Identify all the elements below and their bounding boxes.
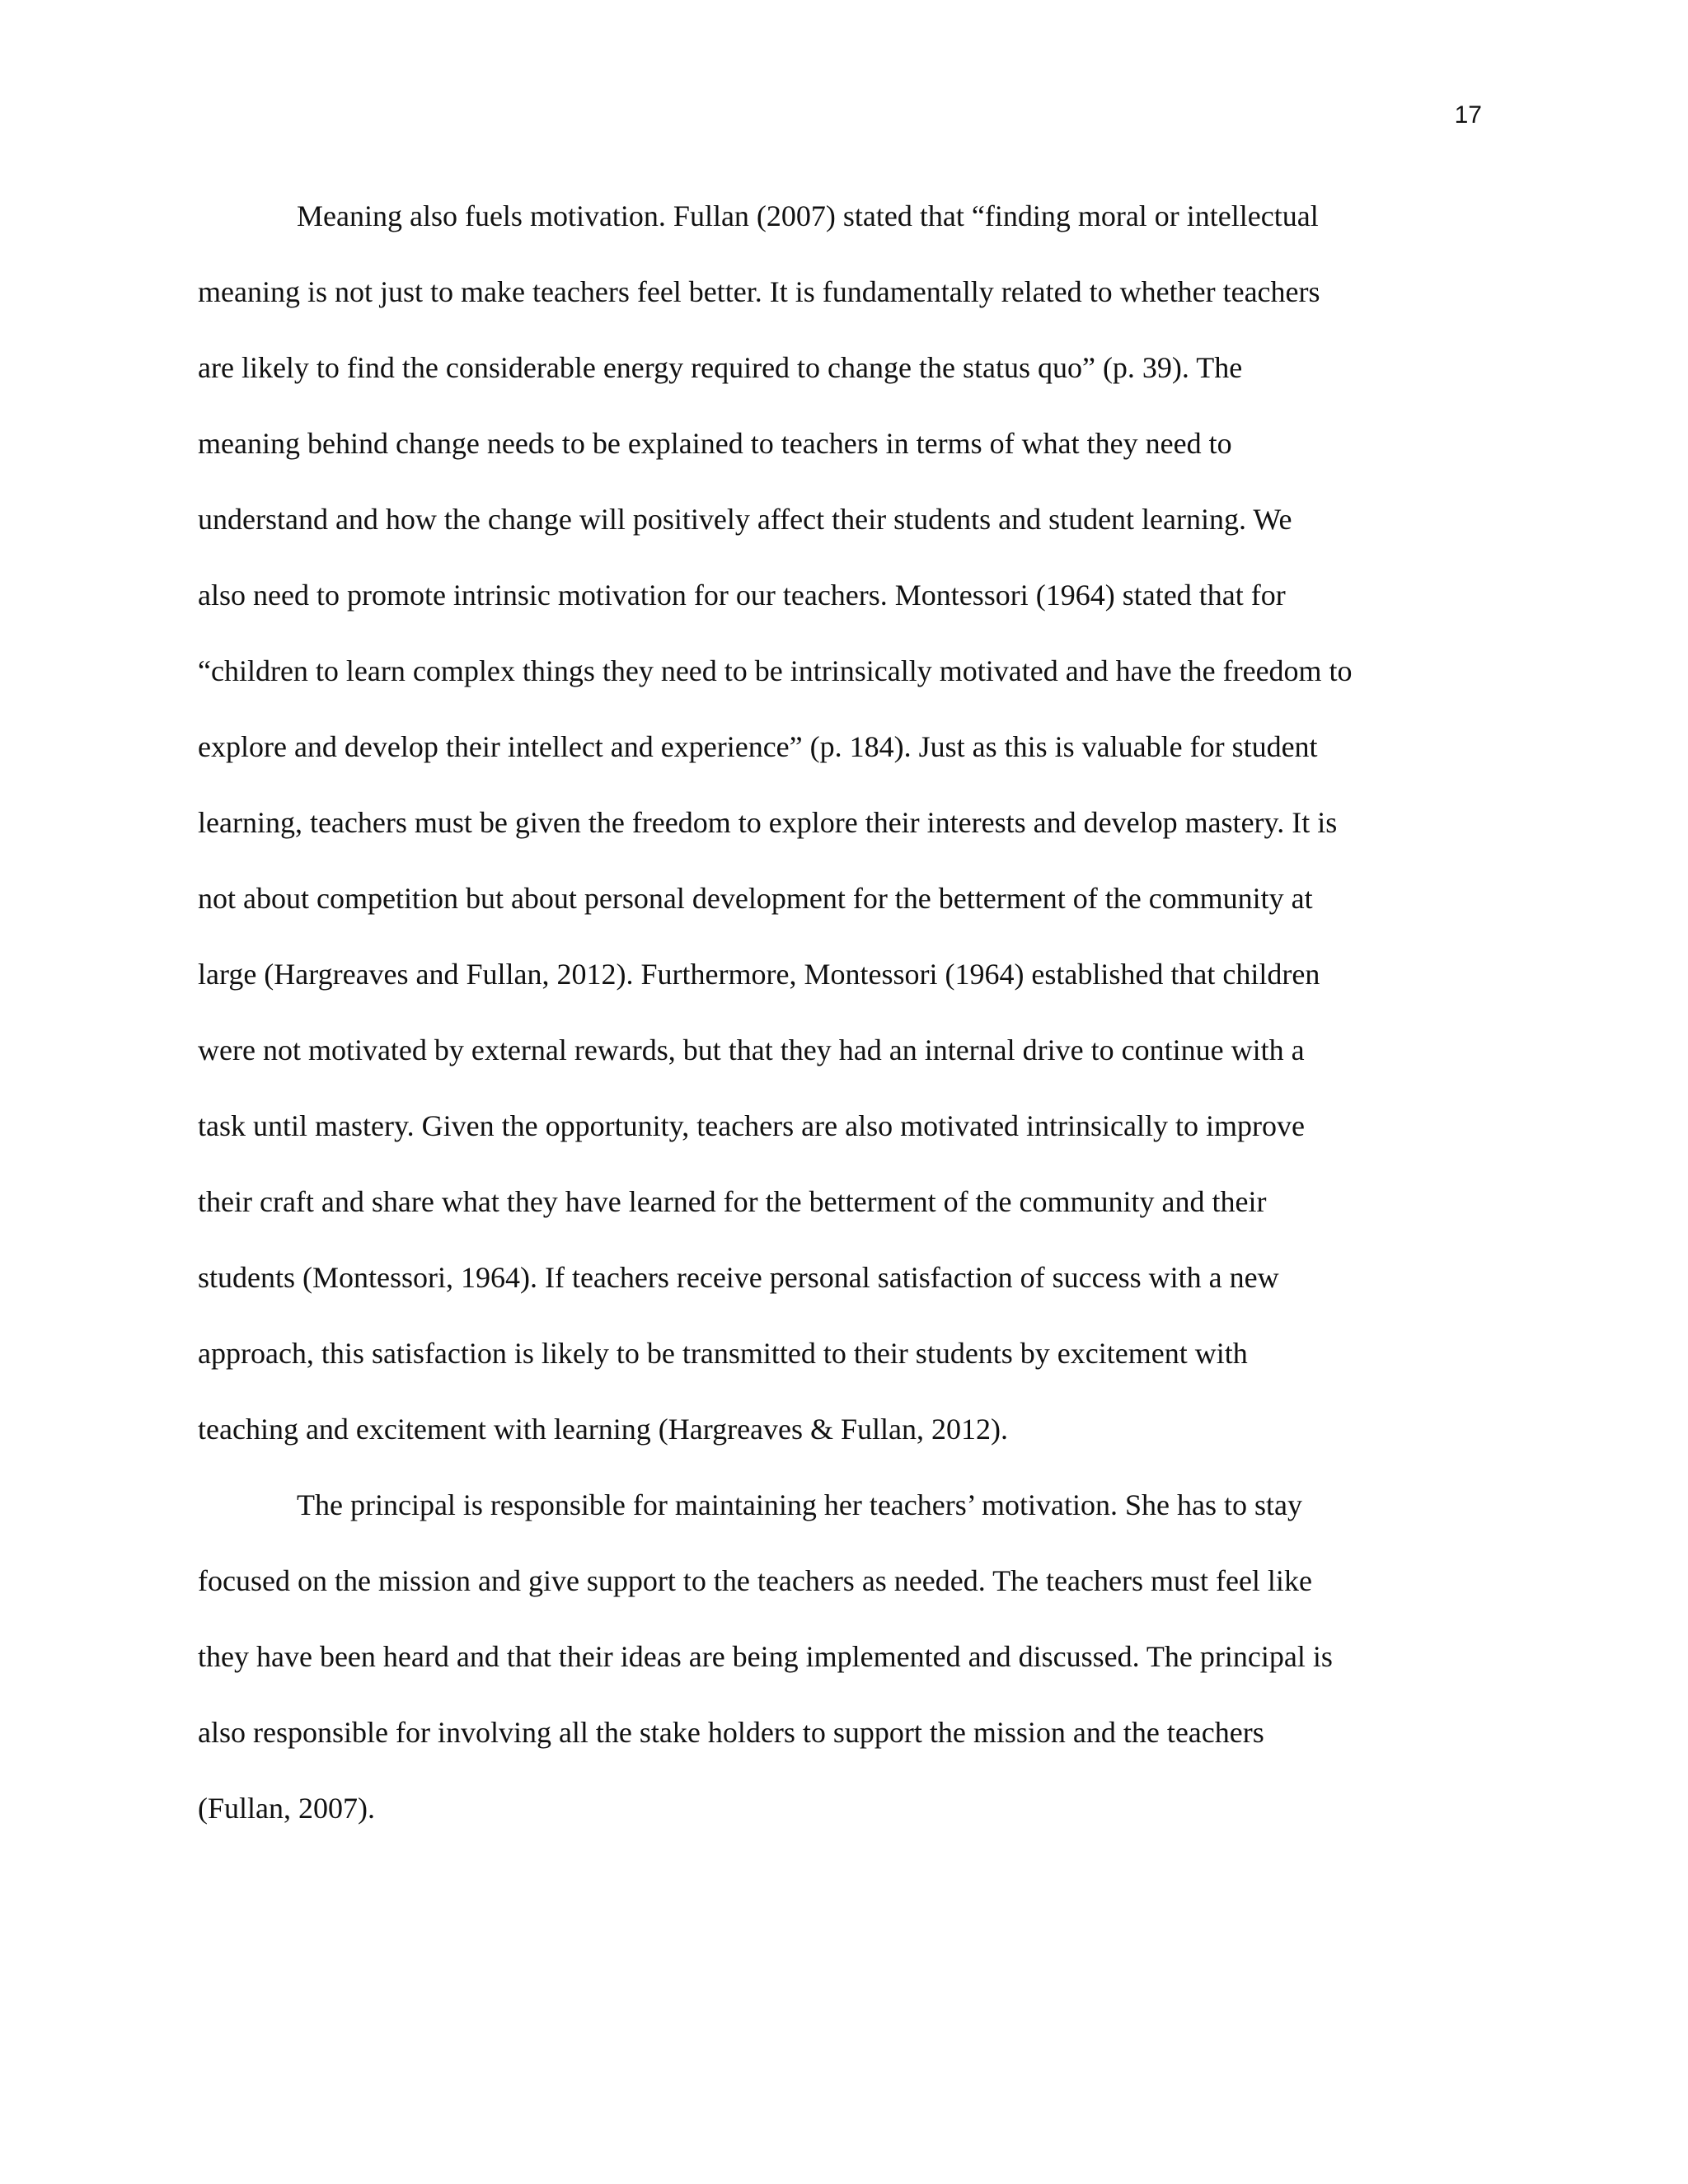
text-line: meaning behind change needs to be explained to teachers in terms of what they need to xyxy=(198,427,1232,460)
text-line: “children to learn complex things they need to be intrinsically motivated and have the freedom to xyxy=(198,654,1353,687)
text-line: meaning is not just to make teachers feel better. It is fundamentally related to whether teachers xyxy=(198,275,1320,308)
text-line: Meaning also fuels motivation. Fullan (2007) stated that “finding moral or intellectual xyxy=(297,199,1319,232)
text-line: teaching and excitement with learning (Hargreaves & Fullan, 2012). xyxy=(198,1413,1009,1446)
text-line: explore and develop their intellect and experience” (p. 184). Just as this is valuable for student xyxy=(198,730,1318,763)
text-line: learning, teachers must be given the freedom to explore their interests and develop mastery. It is xyxy=(198,806,1338,839)
paragraph-principal xyxy=(198,1480,1500,1859)
text-line: not about competition but about personal development for the betterment of the community at xyxy=(198,882,1313,915)
text-line: understand and how the change will positively affect their students and student learning. We xyxy=(198,503,1292,536)
text-line: were not motivated by external rewards, but that they had an internal drive to continue with a xyxy=(198,1033,1305,1066)
text-line: approach, this satisfaction is likely to be transmitted to their students by excitement with xyxy=(198,1337,1248,1370)
text-line: also responsible for involving all the stake holders to support the mission and the teachers xyxy=(198,1716,1264,1749)
body-text xyxy=(198,191,1500,1859)
text-line: their craft and share what they have learned for the betterment of the community and their xyxy=(198,1185,1267,1218)
text-line: task until mastery. Given the opportunity, teachers are also motivated intrinsically to improve xyxy=(198,1109,1305,1142)
text-line: large (Hargreaves and Fullan, 2012). Furthermore, Montessori (1964) established that children xyxy=(198,958,1320,991)
text-line: (Fullan, 2007). xyxy=(198,1792,375,1825)
text-line: focused on the mission and give support to the teachers as needed. The teachers must feel like xyxy=(198,1564,1312,1597)
text-line: also need to promote intrinsic motivation for our teachers. Montessori (1964) stated that for xyxy=(198,579,1286,612)
text-line: The principal is responsible for maintaining her teachers’ motivation. She has to stay xyxy=(297,1488,1303,1521)
paragraph-motivation xyxy=(198,191,1500,1480)
text-line: are likely to find the considerable energy required to change the status quo” (p. 39). The xyxy=(198,351,1243,384)
text-line: students (Montessori, 1964). If teachers receive personal satisfaction of success with a new xyxy=(198,1261,1279,1294)
text-line: they have been heard and that their ideas are being implemented and discussed. The principal is xyxy=(198,1640,1333,1673)
page-number: 17 xyxy=(1454,101,1482,129)
